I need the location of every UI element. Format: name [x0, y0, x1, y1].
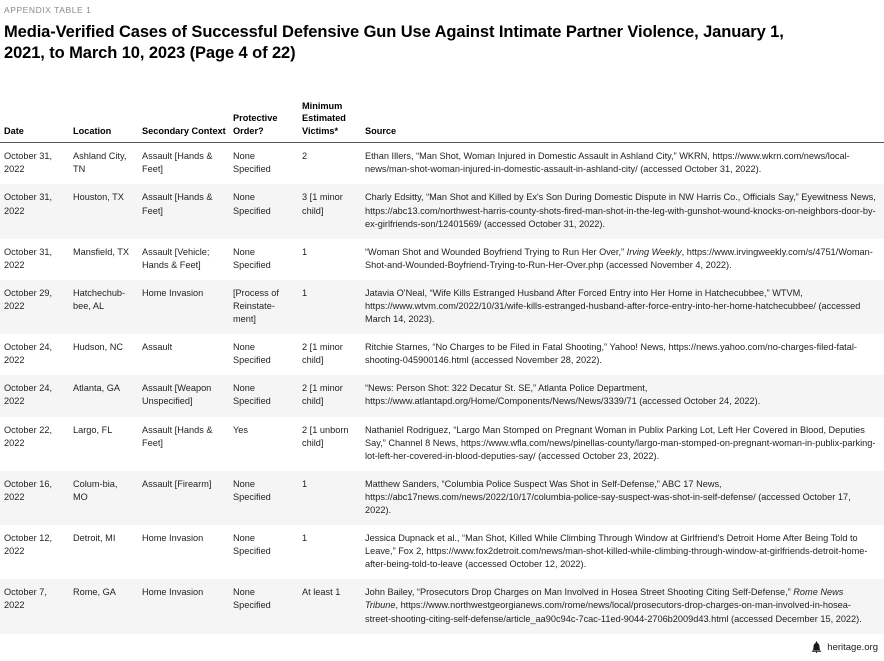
cell-protective-order: None Specified [233, 533, 271, 557]
cell-date: October 24, 2022 [4, 342, 53, 366]
cell-location: Largo, FL [73, 424, 113, 435]
cell-secondary-context: Assault [Hands & Feet] [142, 184, 233, 238]
cell-secondary-context: Assault [Vehicle; Hands & Feet] [142, 246, 210, 270]
cell-source [365, 471, 884, 525]
cell-minimum-estimated-victims: At least 1 [302, 579, 365, 633]
table-header [0, 100, 884, 143]
cell-date: October 31, 2022 [4, 246, 53, 270]
cell-secondary-context: Home Invasion [142, 579, 233, 633]
column-header-minimum-estimated-victims: Minimum Estimated Victims* [302, 100, 365, 143]
cell-date: October 31, 2022 [0, 184, 73, 238]
cell-protective-order: None Specified [233, 342, 271, 366]
source-text: Charly Edsitty, “Man Shot and Killed by Ex's Son During Domestic Dispute in NW Harris Co., Officials Say,” Eyewitness News, https://abc13.com/northwest-harris-county-shots-fired-man-shot-in-the-leg-with-gunshot-wound-knocks-on-neighbors-door-by-ex-girlfriends-son/12401569/ (accessed October 31, 2022). [365, 192, 876, 229]
source-publication-name: Irving Weekly [626, 246, 682, 257]
column-header-source: Source [365, 100, 884, 143]
source-text-continued: , https://www.northwestgeorgianews.com/rome/news/local/prosecutors-drop-charges-on-man-involved-in-hosea-street-shooting-citing-self-defense/article_aa90c94c-7cac-11ed-9044-2706b2009d43.html (accessed December 15, 2022). [365, 600, 862, 624]
source-text: Matthew Sanders, “Columbia Police Suspect Was Shot in Self-Defense,” ABC 17 News, https://abc17news.com/news/2022/10/17/columbia-police-say-suspect-was-shot-in-self-defense/ (accessed October 17, 2022). [365, 478, 851, 515]
table-row [0, 417, 884, 471]
cell-date: October 31, 2022 [4, 151, 53, 175]
footer-branding [811, 641, 878, 653]
cell-location: Hudson, NC [73, 342, 124, 353]
cell-minimum-estimated-victims: 1 [302, 533, 308, 544]
column-header-date: Date [0, 100, 73, 143]
cell-secondary-context: Assault [Hands & Feet] [142, 424, 213, 448]
table-row [0, 184, 884, 238]
cell-source [365, 334, 884, 375]
table-row [0, 579, 884, 633]
cell-minimum-estimated-victims: 3 [1 minor child] [302, 184, 365, 238]
source-text: “Woman Shot and Wounded Boyfriend Trying to Run Her Over,” [365, 246, 627, 257]
source-text-continued: , https://www.irvingweekly.com/s/4751/Woman-Shot-and-Wounded-Boyfriend-Trying-to-Run-Her-Over.php (accessed November 4, 2022). [365, 246, 873, 270]
source-publication-name: Rome News Tribune [365, 587, 844, 611]
table-row [0, 239, 884, 280]
cell-minimum-estimated-victims: 1 [302, 471, 365, 525]
table-row [0, 143, 884, 185]
cell-secondary-context: Home Invasion [142, 280, 233, 334]
cell-minimum-estimated-victims: 1 [302, 246, 308, 257]
source-text: Jatavia O'Neal, “Wife Kills Estranged Husband After Forced Entry into Her Home in Hatchecubbee,” WTVM, https://www.wtvm.com/2022/10/31/wife-kills-estranged-husband-after-force-entry-into-her-home-hatchecubbee/ (accessed March 14, 2023). [365, 287, 861, 325]
cell-date: October 7, 2022 [0, 579, 73, 633]
cell-protective-order: None Specified [233, 471, 302, 525]
cell-protective-order: None Specified [233, 579, 302, 633]
column-header-protective-order: Protective Order? [233, 100, 302, 143]
cell-source [365, 239, 884, 280]
cell-source [365, 579, 884, 633]
cell-protective-order: None Specified [233, 375, 302, 416]
cell-date: October 12, 2022 [4, 533, 53, 557]
cell-source [365, 525, 884, 579]
column-header-location: Location [73, 100, 142, 143]
table-row [0, 525, 884, 579]
cell-secondary-context: Assault [Weapon Unspecified] [142, 375, 233, 416]
cell-source [365, 375, 884, 416]
table-row [0, 471, 884, 525]
table-body [0, 143, 884, 634]
cell-location: Houston, TX [73, 184, 142, 238]
source-text: Nathaniel Rodriguez, “Largo Man Stomped on Pregnant Woman in Publix Parking Lot, Left Her Covered in Blood, Deputies Say,” Channel 8 News, https://www.wfla.com/news/pinellas-county/largo-man-stomped-on-pregnant-woman-in-publix-parking-lot-left-her-covered-in-blood-deputies-say/ (accessed October 23, 2022). [365, 424, 876, 461]
cell-date: October 22, 2022 [4, 424, 53, 448]
cell-secondary-context: Assault [Hands & Feet] [142, 151, 213, 175]
cell-secondary-context: Assault [142, 342, 173, 353]
cell-secondary-context: Assault [Firearm] [142, 471, 233, 525]
footer-label: heritage.org [827, 641, 878, 653]
page-title: Media-Verified Cases of Successful Defensive Gun Use Against Intimate Partner Violence, January 1, 2021, to March 10, 2023 (Page 4 of 22) [4, 23, 784, 62]
cell-location: Ashland City, TN [73, 151, 127, 175]
cell-location: Atlanta, GA [73, 375, 142, 416]
cell-location: Colum-bia, MO [73, 471, 142, 525]
source-text: Ethan Illers, “Man Shot, Woman Injured in Domestic Assault in Ashland City,” WKRN, https://www.wkrn.com/news/local-news/man-shot-woman-injured-in-domestic-assault-in-ashland-city/ (accessed October 31, 2022). [365, 151, 850, 175]
table-row [0, 280, 884, 334]
cell-source [365, 184, 884, 238]
liberty-bell-icon [811, 641, 822, 653]
table-row [0, 375, 884, 416]
cell-location: Detroit, MI [73, 533, 116, 544]
table-header-row [0, 100, 884, 143]
cell-location: Mansfield, TX [73, 246, 129, 257]
column-header-secondary-context: Secondary Context [142, 100, 233, 143]
cell-source [365, 143, 884, 185]
source-text: Ritchie Starnes, “No Charges to be Filed in Fatal Shooting,” Yahoo! News, https://news.yahoo.com/no-charges-filed-fatal-shooting-045900146.html (accessed November 28, 2022). [365, 342, 857, 366]
cell-protective-order: [Process of Reinstate-ment] [233, 280, 302, 334]
cell-minimum-estimated-victims: 2 [302, 151, 308, 162]
appendix-table-label: APPENDIX TABLE 1 [4, 5, 92, 15]
cell-date: October 16, 2022 [0, 471, 73, 525]
cell-protective-order: Yes [233, 424, 248, 435]
cell-minimum-estimated-victims: 2 [1 minor child] [302, 375, 365, 416]
cell-secondary-context: Home Invasion [142, 533, 204, 544]
cell-protective-order: None Specified [233, 184, 302, 238]
source-text: John Bailey, “Prosecutors Drop Charges on Man Involved in Hosea Street Shooting Citing Self-Defense,” [365, 587, 794, 598]
table-row [0, 334, 884, 375]
cell-minimum-estimated-victims: 1 [302, 280, 365, 334]
cell-source [365, 417, 884, 471]
source-text: “News: Person Shot: 322 Decatur St. SE,” Atlanta Police Department, https://www.atlantapd.org/Home/Components/News/News/3339/71 (accessed October 24, 2022). [365, 383, 761, 407]
cell-source [365, 280, 884, 334]
cell-protective-order: None Specified [233, 246, 271, 270]
cell-date: October 29, 2022 [0, 280, 73, 334]
cell-date: October 24, 2022 [0, 375, 73, 416]
cell-protective-order: None Specified [233, 151, 271, 175]
appendix-table [0, 100, 884, 634]
cell-location: Hatchechub-bee, AL [73, 280, 142, 334]
cell-location: Rome, GA [73, 579, 142, 633]
cell-minimum-estimated-victims: 2 [1 unborn child] [302, 424, 349, 448]
cell-minimum-estimated-victims: 2 [1 minor child] [302, 342, 343, 366]
source-text: Jessica Dupnack et al., “Man Shot, Killed While Climbing Through Window at Girlfriend's Detroit Home After Being Told to Leave,” Fox 2, https://www.fox2detroit.com/news/man-shot-killed-while-climbing-through-window-at-girlfriends-detroit-home-after-being-told-to-leave (accessed October 12, 2022). [365, 533, 868, 570]
